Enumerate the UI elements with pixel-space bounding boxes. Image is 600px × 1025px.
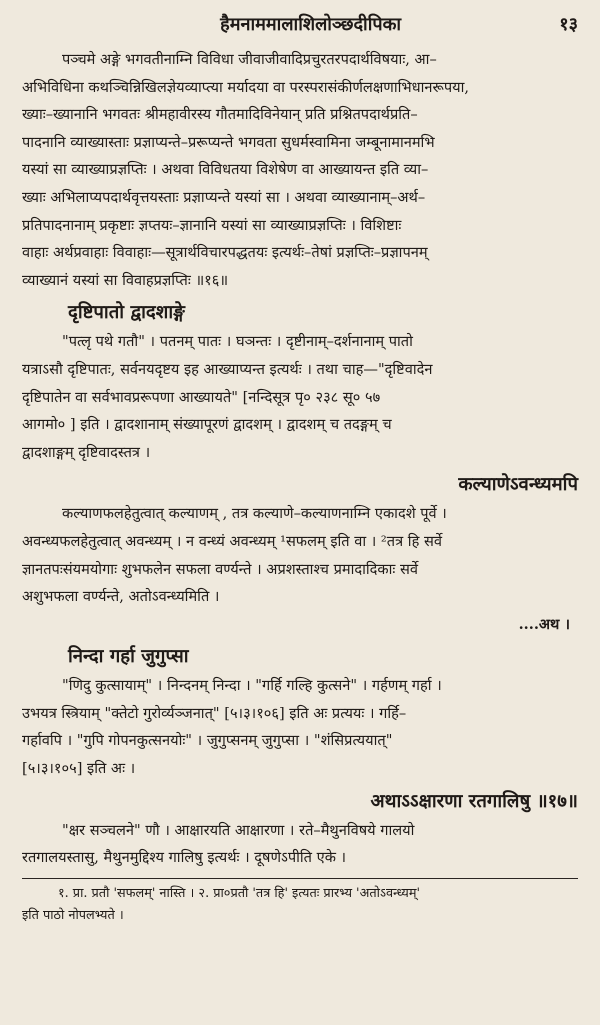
text-line: द्वादशाङ्गम् दृष्टिवादस्तत्र । bbox=[22, 443, 151, 461]
paragraph-3 bbox=[22, 500, 578, 610]
text-line: वाहाः अर्थप्रवाहाः विवाहाः—सूत्रार्थविचारपद्धतयः इत्यर्थः–तेषां प्रज्ञप्तिः–प्रज्ञापनम् bbox=[22, 244, 428, 262]
text-line: अशुभफला वर्ण्यन्ते, अतोऽवन्ध्यमिति । bbox=[22, 588, 220, 606]
text-line: ख्याः–ख्यानानि भगवतः श्रीमहावीरस्य गौतमादिविनेयान् प्रति प्रश्नितपदार्थप्रति– bbox=[22, 106, 418, 124]
section-heading: कल्याणेऽवन्ध्यमपि bbox=[458, 474, 578, 496]
text-line: ज्ञानतपःसंयमयोगाः शुभफलेन सफला वर्ण्यन्ते । अप्रशस्ताश्च प्रमादादिकाः सर्वे bbox=[22, 560, 418, 578]
text-line: "णिदु कुत्सायाम्" । निन्दनम् निन्दा । "गर्हि गल्हि कुत्सने" । गर्हणम् गर्हा । bbox=[62, 677, 442, 695]
footnote-divider bbox=[22, 878, 578, 879]
text-line: उभयत्र स्त्रियाम् "क्तेटो गुरोर्व्यञ्जनात्" [५।३।१०६] इति अः प्रत्ययः । गर्हि– bbox=[22, 704, 407, 722]
text-line: "क्षर सञ्चलने" णौ । आक्षारयति आक्षारणा । रते–मैथुनविषये गालयो bbox=[62, 821, 415, 839]
section-heading: निन्दा गर्हा जुगुप्सा bbox=[68, 646, 189, 668]
footnote: इति पाठो नोपलभ्यते । bbox=[22, 907, 124, 923]
text-line: यत्राऽसौ दृष्टिपातः, सर्वनयदृष्टय इह आख्याप्यन्त इत्यर्थः । तथा चाह—"दृष्टिवादेन bbox=[22, 360, 433, 378]
text-line: आगमो० ] इति । द्वादशानाम् संख्यापूरणं द्वादशम् । द्वादशम् च तदङ्गम् च bbox=[22, 416, 392, 434]
page-header bbox=[22, 12, 578, 46]
text-line: अभिविधिना कथञ्चिन्निखिलज्ञेयव्याप्त्या मर्यादया वा परस्परासंकीर्णलक्षणाभिधानरूपया, bbox=[22, 78, 470, 96]
text-line: [५।३।१०५] इति अः । bbox=[22, 760, 136, 778]
paragraph-1 bbox=[22, 46, 578, 294]
text-line: व्याख्यानं यस्यां सा विवाहप्रज्ञप्तिः ॥१६॥ bbox=[22, 271, 229, 289]
text-line: "पत्लृ पथे गतौ" । पतनम् पातः । घञन्तः । दृष्टीनाम्–दर्शनानाम् पातो bbox=[62, 333, 413, 351]
text-line: पञ्चमे अङ्गे भगवतीनाम्नि विविधा जीवाजीवादिप्रचुरतरपदार्थविषयाः, आ– bbox=[62, 51, 437, 68]
text-line: ख्याः अभिलाप्यपदार्थवृत्तयस्ताः प्रज्ञाप्यन्ते यस्यां सा । अथवा व्याख्यानाम्–अर्थ– bbox=[22, 188, 426, 206]
page-body bbox=[22, 46, 578, 927]
paragraph-4 bbox=[22, 672, 578, 782]
section-heading: अथाऽऽक्षारणा रतगालिषु ॥१७॥ bbox=[370, 790, 578, 812]
text-line: कल्याणफलहेतुत्वात् कल्याणम् , तत्र कल्याणे–कल्याणनाम्नि एकादशे पूर्वे । bbox=[62, 505, 447, 523]
page-number: १३ bbox=[559, 14, 578, 35]
running-title: हैमनाममालाशिलोञ्छदीपिका bbox=[220, 14, 402, 35]
paragraph-2 bbox=[22, 328, 578, 466]
separator-text: ....अथ । bbox=[518, 615, 570, 633]
text-line: अवन्ध्यफलहेतुत्वात् अवन्ध्यम् । न वन्ध्यं अवन्ध्यम् ¹सफलम् इति वा । ²तत्र हि सर्वे bbox=[22, 532, 442, 550]
text-line: रतगालयस्तासु, मैथुनमुद्दिश्य गालिषु इत्यर्थः । दूषणेऽपीति एके । bbox=[22, 849, 347, 867]
footnote: १. प्रा. प्रतौ 'सफलम्' नास्ति । २. प्रा०प्रतौ 'तत्र हि' इत्यतः प्रारभ्य 'अतोऽवन्ध्यम्' bbox=[58, 885, 421, 901]
text-line: दृष्टिपातेन वा सर्वभावप्ररूपणा आख्यायते" [नन्दिसूत्र पृ० २३८ सू० ५७ bbox=[22, 388, 381, 406]
paragraph-5 bbox=[22, 817, 578, 872]
text-line: पादनानि व्याख्यास्ताः प्रज्ञाप्यन्ते–प्ररूप्यन्ते भगवता सुधर्मस्वामिना जम्बूनामानमभि bbox=[22, 133, 435, 151]
text-line: गर्हावपि । "गुपि गोपनकुत्सनयोः" । जुगुप्सनम् जुगुप्सा । "शंसिप्रत्ययात्" bbox=[22, 732, 393, 750]
text-line: यस्यां सा व्याख्याप्रज्ञप्तिः । अथवा विविधतया विशेषेण वा आख्यायन्त इति व्या– bbox=[22, 161, 429, 179]
text-line: प्रतिपादनानाम् प्रकृष्टाः ज्ञप्तयः–ज्ञानानि यस्यां सा व्याख्याप्रज्ञप्तिः । विशिष्टाः bbox=[22, 216, 402, 234]
section-heading: दृष्टिपातो द्वादशाङ्गे bbox=[68, 302, 185, 324]
